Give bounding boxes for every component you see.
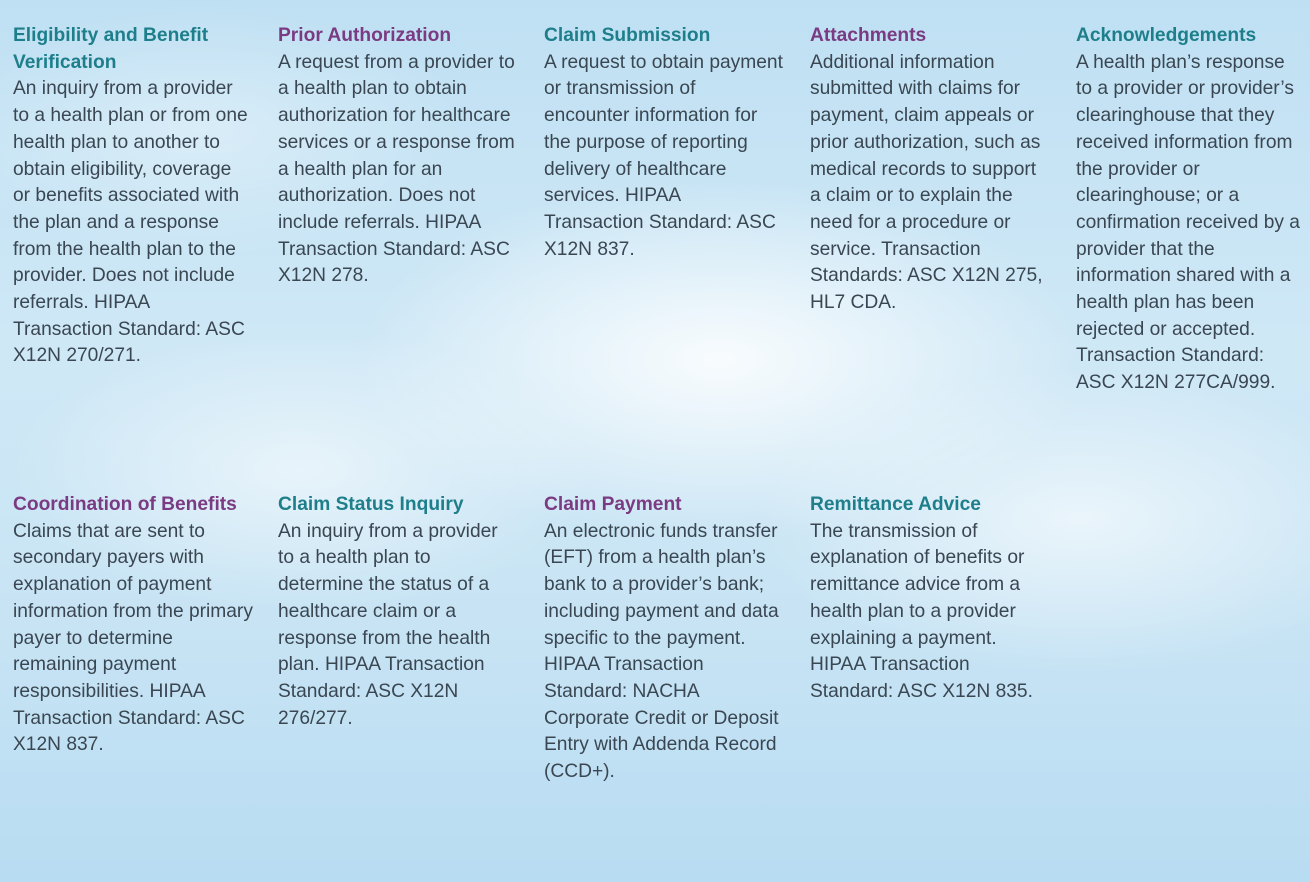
card-title: Remittance Advice <box>810 494 981 515</box>
card-description: Claims that are sent to secondary payers with explanation of payment information from the primary payer to determine remaining payment responsibilities. HIPAA Transaction Standard: ASC X12N 837. <box>13 520 253 756</box>
card-attachments <box>810 23 1050 317</box>
card-claim-payment <box>544 492 784 786</box>
card-description: A request from a provider to a health plan to obtain authorization for healthcare services or a response from a health plan for an authorization. Does not include referrals. HIPAA Transaction Standard: ASC X12N 278. <box>278 51 515 287</box>
card-title: Claim Status Inquiry <box>278 494 464 515</box>
card-title: Eligibility and Benefit Verification <box>13 25 209 73</box>
card-title: Prior Authorization <box>278 25 452 46</box>
card-description: An inquiry from a provider to a health plan or from one health plan to another to obtain eligibility, coverage or benefits associated with the plan and a response from the health plan to the provider. Does not include referrals. HIPAA Transaction Standard: ASC X12N 270/271. <box>13 78 248 367</box>
card-title: Claim Submission <box>544 25 711 46</box>
card-remittance-advice <box>810 492 1050 706</box>
card-title: Claim Payment <box>544 494 682 515</box>
card-coordination-of-benefits <box>13 492 253 759</box>
card-eligibility-benefit-verification <box>13 23 253 370</box>
card-description: An inquiry from a provider to a health plan to determine the status of a healthcare claim or a response from the health plan. HIPAA Transaction Standard: ASC X12N 276/277. <box>278 520 498 729</box>
card-claim-submission <box>544 23 784 263</box>
card-claim-status-inquiry <box>278 492 518 732</box>
card-description: The transmission of explanation of benefits or remittance advice from a health plan to a provider explaining a payment. HIPAA Transaction Standard: ASC X12N 835. <box>810 520 1033 702</box>
card-description: An electronic funds transfer (EFT) from a health plan’s bank to a provider’s bank; including payment and data specific to the payment. HIPAA Transaction Standard: NACHA Corporate Credit or Deposit Entry with Addenda Record (CCD+). <box>544 520 779 783</box>
card-acknowledgements <box>1076 23 1304 397</box>
card-description: A health plan’s response to a provider or provider’s clearinghouse that they received information from the provider or clearinghouse; or a confirmation received by a provider that the information shared with a health plan has been rejected or accepted. Transaction Standard: ASC X12N 277CA/999. <box>1076 51 1300 394</box>
card-prior-authorization <box>278 23 518 290</box>
card-title: Attachments <box>810 25 927 46</box>
card-title: Acknowledgements <box>1076 25 1257 46</box>
card-description: Additional information submitted with claims for payment, claim appeals or prior authorization, such as medical records to support a claim or to explain the need for a procedure or service. Transaction Standards: ASC X12N 275, HL7 CDA. <box>810 51 1043 314</box>
card-title: Coordination of Benefits <box>13 494 237 515</box>
card-description: A request to obtain payment or transmission of encounter information for the purpose of reporting delivery of healthcare services. HIPAA Transaction Standard: ASC X12N 837. <box>544 51 783 260</box>
